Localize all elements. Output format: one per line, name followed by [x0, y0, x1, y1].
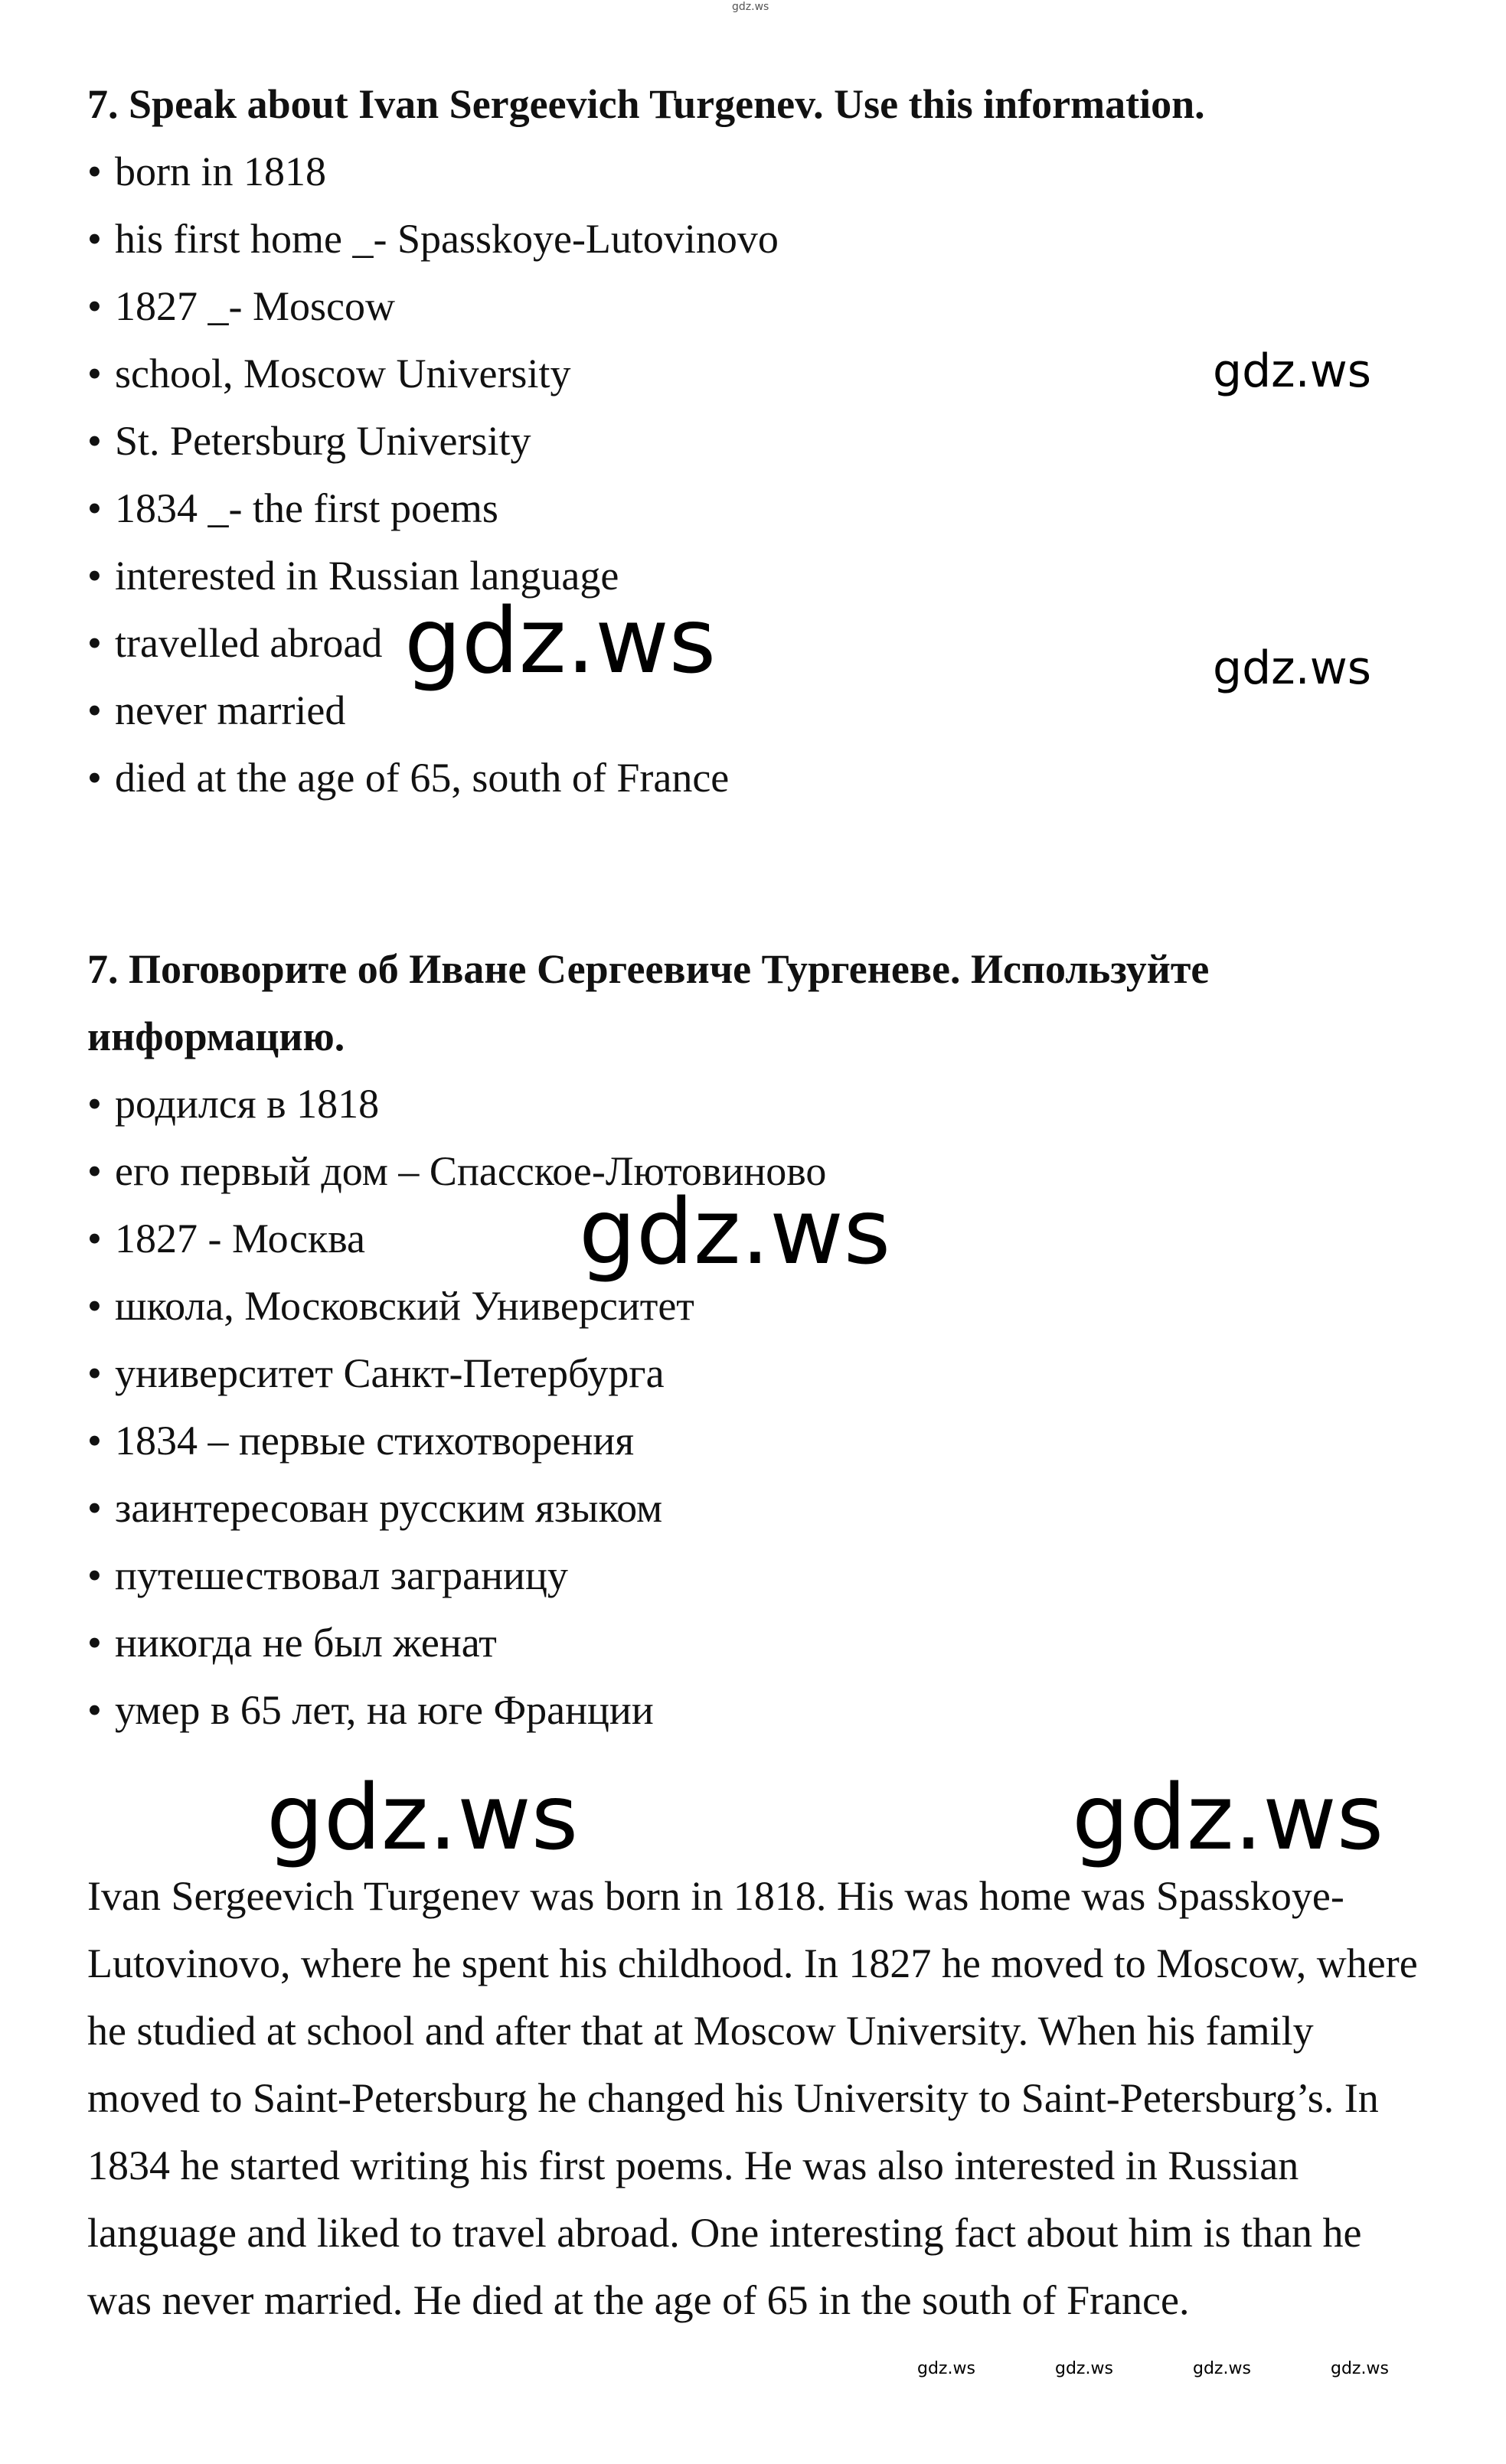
list-item: [87, 138, 1404, 205]
list-item: [87, 1070, 1343, 1137]
list-item-text: путешествовал заграницу: [115, 1552, 568, 1598]
list-item: [87, 1340, 1343, 1407]
list-item-text: travelled abroad: [115, 620, 383, 666]
bullet-icon: •: [87, 1485, 102, 1531]
list-item-text: interested in Russian language: [115, 553, 619, 599]
list-item: [87, 1407, 1343, 1474]
list-item-text: 1834 – первые стихотворения: [115, 1418, 635, 1464]
list-item: [87, 1609, 1343, 1676]
list-item-text: умер в 65 лет, на юге Франции: [115, 1687, 654, 1733]
bullet-icon: •: [87, 485, 102, 531]
bullet-icon: •: [87, 1148, 102, 1194]
bullet-icon: •: [87, 1081, 102, 1127]
bullet-icon: •: [87, 148, 102, 194]
watermark: gdz.ws: [1072, 1764, 1384, 1870]
watermark: gdz.ws: [1055, 2359, 1113, 2378]
bullet-icon: •: [87, 1418, 102, 1464]
list-item-text: заинтересован русским языком: [115, 1485, 663, 1531]
watermark: gdz.ws: [1193, 2359, 1251, 2378]
list-item: [87, 1474, 1343, 1542]
list-item: [87, 1542, 1343, 1609]
bullet-icon: •: [87, 283, 102, 329]
bullet-icon: •: [87, 1350, 102, 1396]
list-item-text: died at the age of 65, south of France: [115, 755, 730, 801]
list-item-text: St. Petersburg University: [115, 418, 531, 464]
bullet-icon: •: [87, 553, 102, 599]
answer-paragraph: Ivan Sergeevich Turgenev was born in 1818. His was home was Spasskoye-Lutovinovo, where he spent his childhood. In 1827 he moved to Moscow, where he studied at school and after that at Moscow University. When his family moved to Saint-Petersburg he changed his University to Saint-Petersburg’s. In 1834 he started writing his first poems. He was also interested in Russian language and liked to travel abroad. One interesting fact about him is than he was never married. He died at the age of 65 in the south of France.: [87, 1873, 1418, 2323]
list-item-text: родился в 1818: [115, 1081, 380, 1127]
answer-section: [87, 1862, 1418, 2334]
list-item: [87, 542, 1404, 609]
list-item: [87, 407, 1404, 475]
watermark: gdz.ws: [266, 1764, 579, 1870]
english-bullet-list: [87, 138, 1404, 811]
list-item: [87, 1676, 1343, 1744]
list-item-text: его первый дом – Спасское-Лютовиново: [115, 1148, 827, 1194]
list-item-text: 1834 _- the first poems: [115, 485, 498, 531]
watermark: gdz.ws: [1331, 2359, 1389, 2378]
bullet-icon: •: [87, 1687, 102, 1733]
list-item-text: 1827 - Москва: [115, 1216, 365, 1261]
list-item-text: 1827 _- Moscow: [115, 283, 395, 329]
bullet-icon: •: [87, 687, 102, 733]
list-item-text: школа, Московский Университет: [115, 1283, 694, 1329]
english-heading: 7. Speak about Ivan Sergeevich Turgenev. Use this information.: [87, 81, 1205, 127]
watermark: gdz.ws: [1213, 641, 1372, 695]
list-item-text: университет Санкт-Петербурга: [115, 1350, 665, 1396]
list-item-text: school, Moscow University: [115, 351, 571, 397]
section-english: [87, 70, 1404, 811]
bullet-icon: •: [87, 1283, 102, 1329]
bullet-icon: •: [87, 755, 102, 801]
list-item-text: никогда не был женат: [115, 1620, 497, 1666]
list-item: [87, 609, 1404, 677]
list-item-text: his first home _- Spasskoye-Lutovinovo: [115, 216, 779, 262]
bullet-icon: •: [87, 1552, 102, 1598]
watermark: gdz.ws: [917, 2359, 975, 2378]
list-item-text: born in 1818: [115, 148, 326, 194]
list-item: [87, 475, 1404, 542]
bullet-icon: •: [87, 620, 102, 666]
russian-bullet-list: [87, 1070, 1343, 1744]
list-item: [87, 677, 1404, 744]
bullet-icon: •: [87, 418, 102, 464]
watermark: gdz.ws: [579, 1179, 891, 1284]
list-item: [87, 340, 1404, 407]
bullet-icon: •: [87, 351, 102, 397]
list-item: [87, 744, 1404, 811]
list-item: [87, 205, 1404, 273]
russian-heading: 7. Поговорите об Иване Сергеевиче Тургеневе. Используйте информацию.: [87, 946, 1210, 1059]
watermark: gdz.ws: [404, 588, 717, 694]
bullet-icon: •: [87, 216, 102, 262]
watermark: gdz.ws: [1213, 344, 1372, 398]
list-item: [87, 273, 1404, 340]
section-russian: [87, 935, 1343, 1744]
watermark-top: gdz.ws: [732, 1, 769, 13]
bullet-icon: •: [87, 1216, 102, 1261]
bullet-icon: •: [87, 1620, 102, 1666]
list-item-text: never married: [115, 687, 346, 733]
